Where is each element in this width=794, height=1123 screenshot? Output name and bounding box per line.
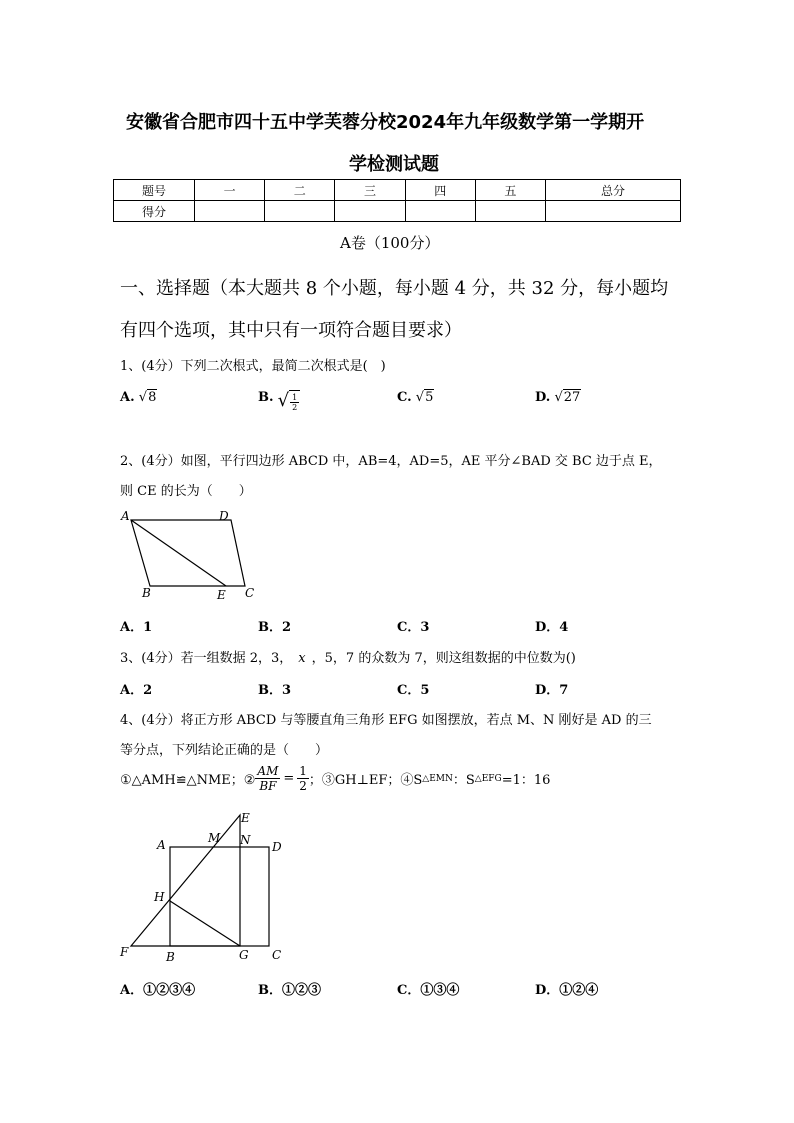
segment-hg	[170, 901, 240, 946]
option-label: C.	[397, 390, 412, 405]
question-4-figure	[112, 805, 302, 965]
score-cell: 三	[335, 180, 405, 201]
question-2-figure	[112, 505, 272, 607]
volume-heading: A卷（100分）	[340, 234, 440, 252]
score-cell[interactable]	[335, 201, 405, 222]
score-cell[interactable]	[546, 201, 681, 222]
label-m: M	[208, 831, 221, 845]
label-h: H	[154, 890, 165, 904]
sqrt-expression: √8	[138, 390, 157, 405]
option-label: B.	[258, 390, 274, 405]
question-4-stem-line1: 4、(4分）将正方形 ABCD 与等腰直角三角形 EFG 如图摆放，若点 M、N 刚好是 AD 的三	[120, 713, 652, 728]
question-2-option-d[interactable]: D．4	[535, 620, 569, 635]
sqrt-fraction-expression: √ $\frac{1}{2}$	[278, 390, 301, 411]
question-2-stem-line1: 2、(4分）如图，平行四边形 ABCD 中，AB=4，AD=5，AE 平分∠BAD 交 BC 边于点 E，	[120, 454, 662, 469]
label-g: G	[239, 948, 249, 962]
question-3-option-b[interactable]: B．3	[258, 683, 292, 698]
question-1-stem: 1、(4分）下列二次根式，最简二次根式是( )	[120, 359, 386, 374]
score-cell: 二	[265, 180, 335, 201]
score-table-score-row	[114, 201, 681, 222]
sqrt-expression: √5	[415, 390, 434, 405]
label-e: E	[241, 811, 250, 825]
triangle-efg	[131, 815, 240, 946]
question-1-option-a[interactable]	[120, 390, 157, 405]
square-abcd	[170, 847, 269, 946]
score-cell[interactable]	[475, 201, 545, 222]
question-3-option-d[interactable]: D．7	[535, 683, 569, 698]
label-a: A	[157, 838, 166, 852]
question-1-option-c[interactable]	[397, 390, 434, 405]
label-b: B	[166, 950, 175, 964]
question-3-stem: 3、(4分）若一组数据 2，3， x ，5，7 的众数为 7，则这组数据的中位数为()	[120, 651, 576, 666]
label-d: D	[219, 509, 229, 523]
score-cell[interactable]	[405, 201, 475, 222]
score-cell: 一	[195, 180, 265, 201]
score-table	[113, 179, 681, 222]
label-n: N	[240, 833, 251, 847]
option-label: D.	[535, 390, 551, 405]
score-cell: 四	[405, 180, 475, 201]
label-a: A	[121, 509, 130, 523]
score-cell: 五	[475, 180, 545, 201]
segment-ae	[131, 520, 226, 586]
question-2-option-c[interactable]: C．3	[397, 620, 430, 635]
question-3-option-a[interactable]: A．2	[120, 683, 153, 698]
label-e: E	[217, 588, 226, 602]
question-2-option-b[interactable]: B．2	[258, 620, 292, 635]
parallelogram-abcd	[131, 520, 245, 586]
question-4-option-c[interactable]: C．①③④	[397, 983, 460, 998]
label-b: B	[142, 586, 151, 600]
question-4-option-a[interactable]: A．①②③④	[120, 983, 196, 998]
section-heading-line2: 有四个选项，其中只有一项符合题目要求）	[120, 320, 462, 341]
option-label: A.	[120, 390, 135, 405]
score-table-header-row	[114, 180, 681, 201]
section-heading-line1: 一、选择题（本大题共 8 个小题，每小题 4 分，共 32 分，每小题均	[120, 278, 669, 299]
label-d: D	[272, 840, 282, 854]
question-4-stem-line2: 等分点，下列结论正确的是（ ）	[120, 743, 329, 758]
score-cell[interactable]	[265, 201, 335, 222]
page-title-line2: 学检测试题	[349, 154, 439, 175]
score-cell: 总分	[546, 180, 681, 201]
label-c: C	[245, 586, 255, 600]
page-title-line1: 安徽省合肥市四十五中学芙蓉分校2024年九年级数学第一学期开	[126, 112, 645, 133]
question-4-option-b[interactable]: B．①②③	[258, 983, 321, 998]
label-c: C	[272, 948, 282, 962]
question-1-option-d[interactable]	[535, 390, 581, 405]
question-2-stem-line2: 则 CE 的长为（ ）	[120, 484, 252, 499]
question-1-option-b[interactable]	[258, 390, 300, 412]
question-3-option-c[interactable]: C．5	[397, 683, 430, 698]
score-cell: 得分	[114, 201, 195, 222]
question-4-option-d[interactable]: D．①②④	[535, 983, 599, 998]
fraction-am-bf: $\frac{AM}{BF}$	[257, 764, 279, 793]
fraction-one-half: $\frac{1}{2}$	[299, 764, 307, 793]
score-cell[interactable]	[195, 201, 265, 222]
score-cell: 题号	[114, 180, 195, 201]
sqrt-expression: √27	[554, 390, 581, 405]
label-f: F	[120, 945, 129, 959]
question-4-conclusions: ①△AMH≌△NME；② $\frac{AM}{BF}$ = $\frac{1}{2}$ ；③GH⊥EF；④S △EMN ：S △EFG =1：16	[120, 764, 551, 793]
question-2-option-a[interactable]: A．1	[120, 620, 153, 635]
